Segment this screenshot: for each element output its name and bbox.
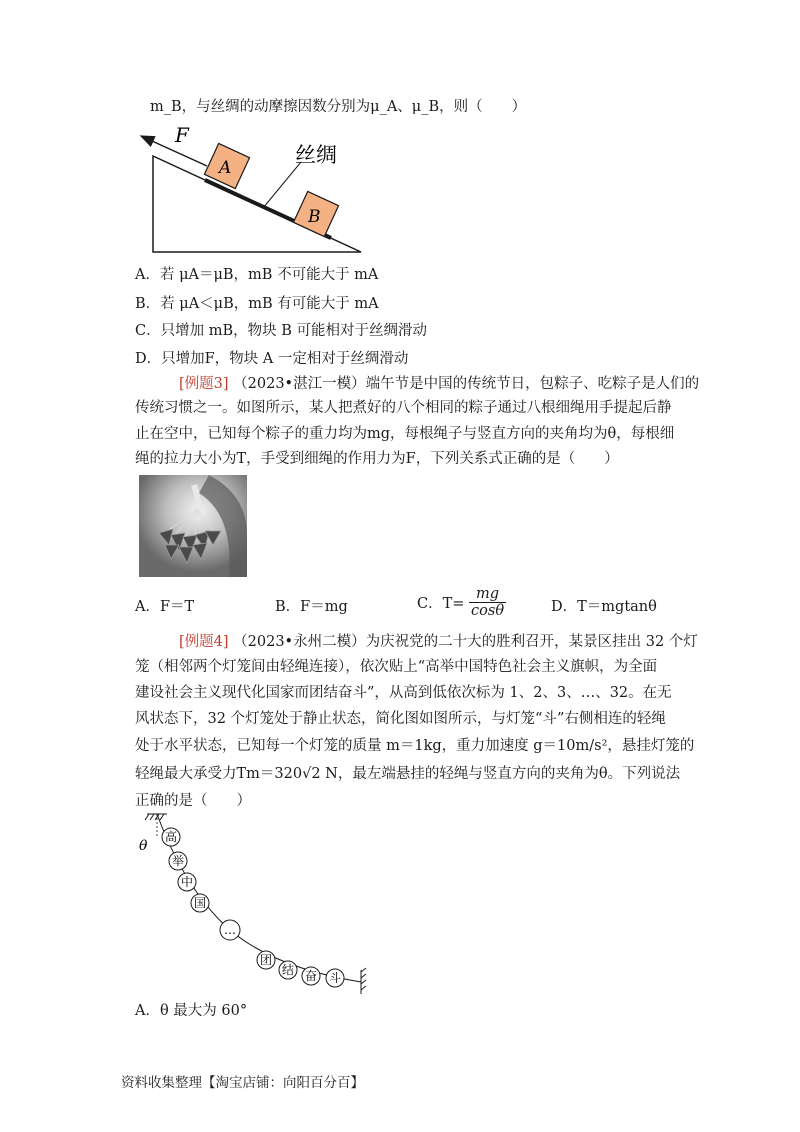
lantern-label: 斗 [328,971,342,985]
lantern-label: 中 [180,875,194,889]
lantern-label: 高 [164,830,178,844]
q3-line-1 [179,374,699,394]
incline-figure [135,122,375,257]
lantern-label: … [224,923,236,937]
q3-option-b: B．F＝mg [275,599,348,615]
q3-option-c-numerator: mg [469,586,506,603]
q4-line-2: 笼（相邻两个灯笼间由轻绳连接），依次贴上“高举中国特色社会主义旗帜，为全面 [135,659,658,675]
block-b-label: B [308,207,321,227]
q4-option-a: A．θ 最大为 60° [135,1003,248,1019]
lantern-label: 结 [281,963,295,977]
q2-option-a: A．若 μA＝μB，mB 不可能大于 mA [135,267,379,283]
q2-option-d: D．只增加F，物块 A 一定相对于丝绸滑动 [135,351,409,367]
lantern-label: 奋 [304,969,318,983]
zongzi-photo [139,475,247,577]
wall-support [361,968,366,994]
q4-line-6: 轻绳最大承受力Tm＝320√2 N，最左端悬挂的轻绳与竖直方向的夹角为θ。下列说法 [135,766,681,782]
q4-line-4: 风状态下，32 个灯笼处于静止状态，简化图如图所示，与灯笼“斗”右侧相连的轻绳 [135,711,666,727]
block-a-label: A [219,158,232,178]
q3-option-c-prefix: C．T= [417,596,465,612]
q3-line-4: 绳的拉力大小为T，手受到细绳的作用力为F，下列关系式正确的是（ ） [135,451,619,467]
lantern-label: 举 [171,854,185,868]
force-label: F [175,123,189,147]
q3-option-a: A．F＝T [135,599,195,615]
q3-text-1: （2023•湛江一模）端午节是中国的传统节日，包粽子、吃粽子是人们的 [233,376,700,392]
force-arrow [141,136,207,166]
q2-stem: m_B，与丝绸的动摩擦因数分别为μ_A、μ_B，则（ ） [150,99,527,115]
q3-option-c-fraction [469,586,506,619]
lantern-label: 国 [193,896,207,910]
q3-option-c [417,586,506,619]
silk-label: 丝绸 [295,143,337,167]
q2-option-b: B．若 μA＜μB，mB 有可能大于 mA [135,296,379,312]
q2-option-c: C．只增加 mB，物块 B 可能相对于丝绸滑动 [135,323,427,339]
q4-text-1: （2023•永州二模）为庆祝党的二十大的胜利召开，某景区挂出 32 个灯 [233,634,698,650]
q3-option-c-denominator: cosθ [471,603,505,619]
q4-tag: [例题4] [179,634,229,650]
lantern-figure [135,810,370,995]
q4-line-1 [179,632,698,652]
q4-line-7: 正确的是（ ） [135,793,251,809]
angle-label: θ [139,838,148,854]
q4-line-5: 处于水平状态，已知每一个灯笼的质量 m＝1kg，重力加速度 g＝10m/s²，悬挂灯笼的 [135,738,695,754]
footer-source: 资料收集整理【淘宝店铺：向阳百分百】 [121,1075,364,1091]
q3-tag: [例题3] [179,376,229,392]
silk-leader [263,162,301,208]
lantern-label: 团 [259,953,273,967]
lantern-group [162,828,344,987]
q4-line-3: 建设社会主义现代化国家而团结奋斗”，从高到低依次标为 1、2、3、…、32。在无 [135,685,672,701]
q3-line-3: 止在空中，已知每个粽子的重力均为mg，每根绳子与竖直方向的夹角均为θ，每根细 [135,426,675,442]
ceiling-support [145,814,167,820]
q3-option-d: D．T＝mgtanθ [551,599,657,615]
q3-line-2: 传统习惯之一。如图所示，某人把煮好的八个相同的粽子通过八根细绳用手提起后静 [135,400,672,416]
